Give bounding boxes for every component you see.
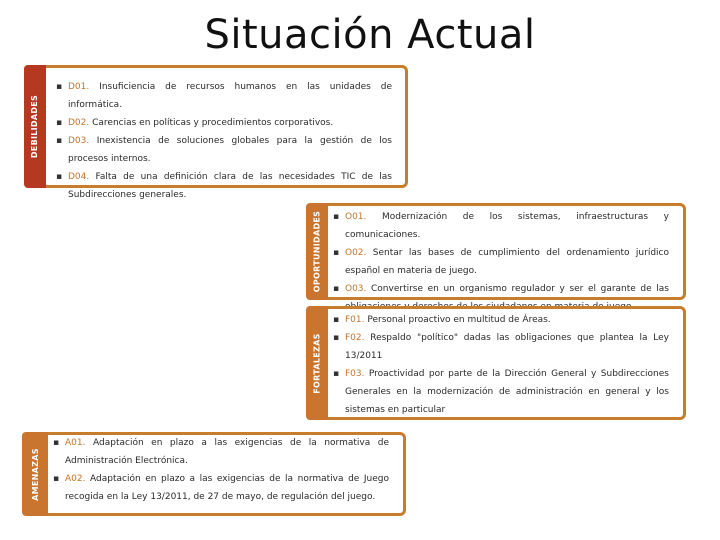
list-item	[56, 78, 392, 114]
list-item	[333, 311, 669, 329]
item-text: Modernización de los sistemas, infraestructuras y comunicaciones.	[345, 212, 669, 240]
item-text: Sentar las bases de cumplimiento del ordenamiento jurídico español en materia de juego.	[345, 248, 669, 276]
item-code: D01.	[68, 82, 90, 92]
list-item	[333, 208, 669, 244]
item-text: Falta de una definición clara de las necesidades TIC de las Subdirecciones generales.	[68, 172, 392, 200]
list-item	[333, 365, 669, 419]
oportunidades-tab	[306, 203, 328, 300]
list-item	[53, 470, 389, 506]
item-code: D04.	[68, 172, 90, 182]
oportunidades-list	[333, 208, 669, 316]
list-item	[56, 168, 392, 204]
fortalezas-tab	[306, 306, 328, 420]
item-text: Adaptación en plazo a las exigencias de la normativa de Administración Electrónica.	[65, 438, 389, 466]
item-code: A01.	[65, 438, 86, 448]
item-code: F02.	[345, 333, 365, 343]
item-code: F03.	[345, 369, 365, 379]
slide-title: Situación Actual	[204, 12, 536, 58]
amenazas-list	[53, 434, 389, 506]
item-code: D03.	[68, 136, 90, 146]
amenazas-label: AMENAZAS	[30, 447, 40, 501]
debilidades-label: DEBILIDADES	[30, 94, 40, 159]
item-code: D02.	[68, 118, 90, 128]
list-item	[333, 244, 669, 280]
list-item	[56, 132, 392, 168]
debilidades-tab	[24, 65, 46, 188]
item-code: A02.	[65, 474, 86, 484]
item-text: Inexistencia de soluciones globales para la gestión de los procesos internos.	[68, 136, 392, 164]
amenazas-tab	[22, 432, 48, 516]
item-code: O03.	[345, 284, 367, 294]
fortalezas-list	[333, 311, 669, 419]
oportunidades-label: OPORTUNIDADES	[312, 210, 322, 293]
item-text: Respaldo "político" dadas las obligaciones que plantea la Ley 13/2011	[345, 333, 669, 361]
item-code: O02.	[345, 248, 367, 258]
item-code: F01.	[345, 315, 365, 325]
item-code: O01.	[345, 212, 367, 222]
item-text: Personal proactivo en multitud de Áreas.	[364, 315, 551, 325]
item-text: Proactividad por parte de la Dirección General y Subdirecciones Generales en la modernización de administración en general y los sistemas en particular	[345, 369, 669, 415]
debilidades-list	[56, 78, 392, 204]
item-text: Adaptación en plazo a las exigencias de la normativa de Juego recogida en la Ley 13/2011, de 27 de mayo, de regulación del juego.	[65, 474, 389, 502]
list-item	[53, 434, 389, 470]
item-text: Convertirse en un organismo regulador y ser el garante de las	[371, 284, 669, 294]
list-item	[56, 114, 392, 132]
item-text: Carencias en políticas y procedimientos corporativos.	[89, 118, 334, 128]
item-text: Insuficiencia de recursos humanos en las unidades de informática.	[68, 82, 392, 110]
list-item	[333, 329, 669, 365]
fortalezas-label: FORTALEZAS	[312, 332, 322, 394]
